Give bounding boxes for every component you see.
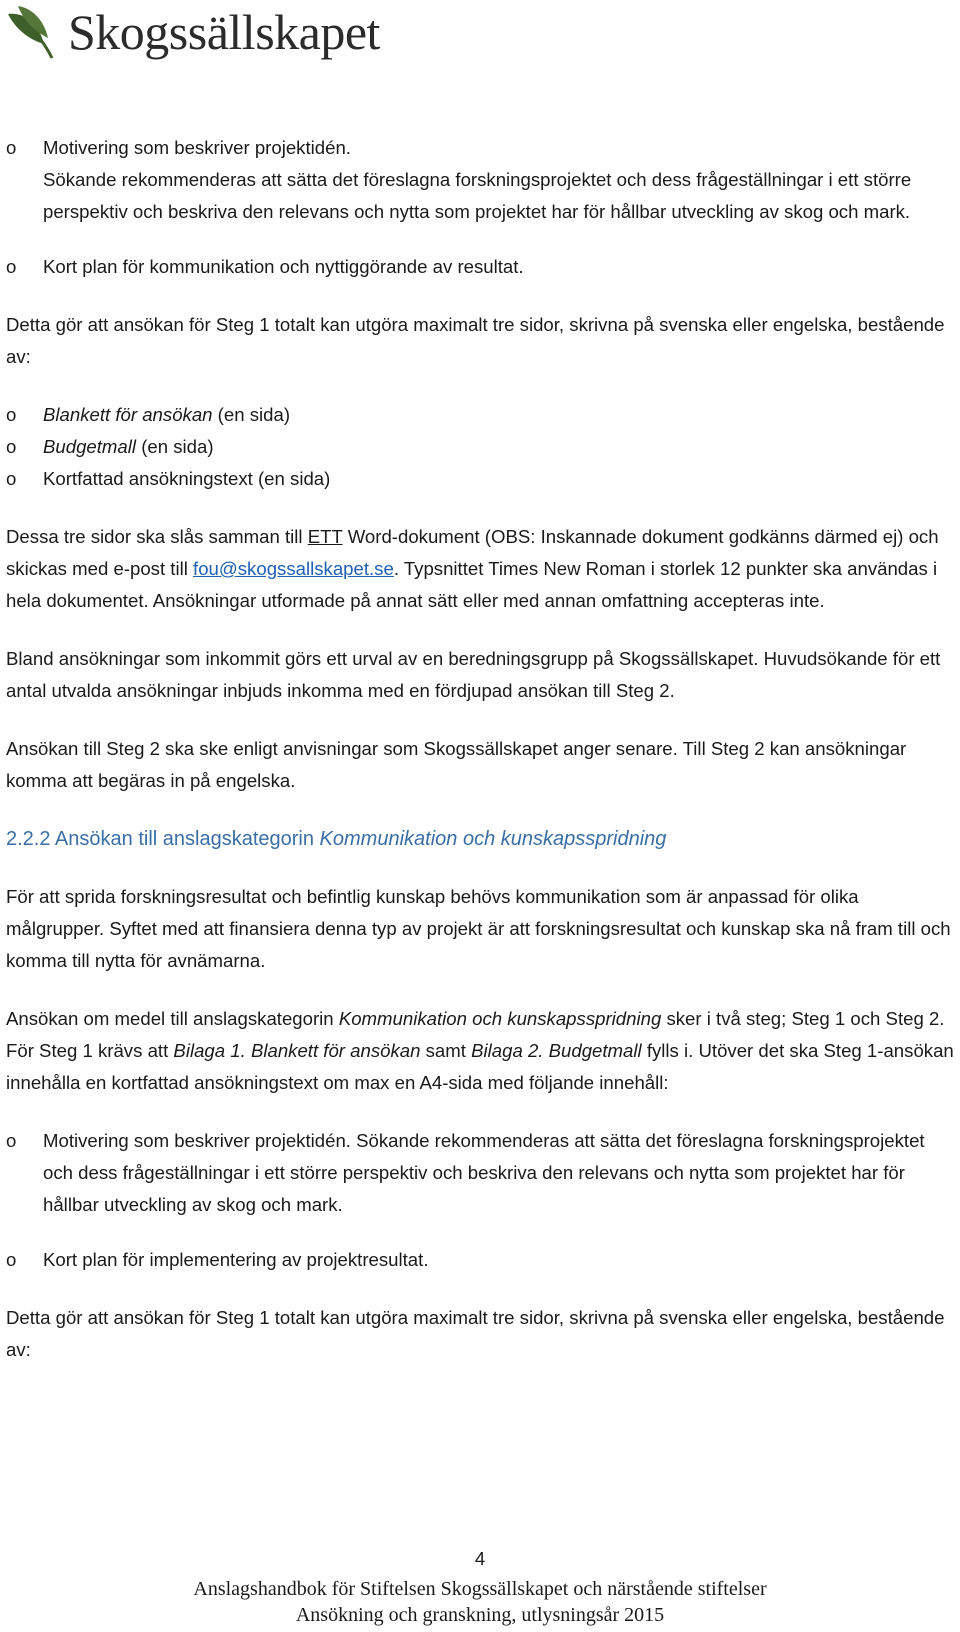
logo-wordmark: Skogssällskapet [68, 4, 380, 60]
paragraph: Bland ansökningar som inkommit görs ett urval av en beredningsgrupp på Skogssällskapet. Huvudsökande för ett antal utvalda ansökningar inbjuds inkomma med en fördjupad ansökan till Steg 2. [6, 648, 941, 701]
underlined-text: ETT [307, 526, 343, 547]
footer-line-1: Anslagshandbok för Stiftelsen Skogssällskapet och närstående stiftelser [193, 1578, 767, 1600]
paragraph: Detta gör att ansökan för Steg 1 totalt kan utgöra maximalt tre sidor, skrivna på svenska eller engelska, bestående av: [6, 1307, 945, 1360]
list-item [6, 399, 958, 431]
leaf-logo-icon [4, 4, 62, 60]
italic-text: Bilaga 1. Blankett för ansökan [173, 1040, 421, 1061]
list-item-italic: Budgetmall [43, 436, 137, 457]
text-run: sker i två steg; Steg 1 och Steg 2. För Steg 1 krävs att [6, 1008, 945, 1061]
text-run: Ansökan om medel till anslagskategorin [6, 1008, 339, 1029]
email-link[interactable]: fou@skogssallskapet.se [193, 558, 394, 579]
text-run: . Typsnittet Times New Roman i storlek 12 punkter ska användas i hela dokumentet. Ansökningar utformade på annat sätt eller med annan omfattning accepteras inte. [6, 558, 938, 611]
bullet-marker: o [6, 1249, 17, 1270]
page-number: 4 [474, 1548, 486, 1569]
list-item [6, 463, 958, 495]
list-item [6, 431, 958, 463]
paragraph: Detta gör att ansökan för Steg 1 totalt kan utgöra maximalt tre sidor, skrivna på svenska eller engelska, bestående av: [6, 314, 945, 367]
list-item-text: Motivering som beskriver projektidén. Sökande rekommenderas att sätta det föreslagna forskningsprojektet och dess frågeställningar i ett större perspektiv och beskriva den relevans och nytta som projektet har för hållbar utveckling av skog och mark. [43, 1130, 925, 1215]
paragraph [6, 521, 958, 617]
document-body [6, 132, 958, 1366]
italic-text: Kommunikation och kunskapsspridning [338, 1008, 662, 1029]
text-run: Dessa tre sidor ska slås samman till [6, 526, 308, 547]
list-item-text: Kortfattad ansökningstext (en sida) [43, 468, 331, 489]
list-item-text: Motivering som beskriver projektidén. [43, 137, 351, 158]
text-run: fylls i. Utöver det ska Steg 1-ansökan innehålla en kortfattad ansökningstext om max en A4-sida med följande innehåll: [6, 1040, 954, 1093]
list-item-italic: Blankett för ansökan [43, 404, 213, 425]
paragraph: Ansökan till Steg 2 ska ske enligt anvisningar som Skogssällskapet anger senare. Till Steg 2 kan ansökningar komma att begäras in på engelska. [6, 738, 907, 791]
heading-italic: Kommunikation och kunskapsspridning [319, 828, 667, 850]
text-run: Word-dokument (OBS: Inskannade dokument godkänns därmed ej) och skickas med e-post till [6, 526, 939, 579]
list-item [6, 1244, 958, 1276]
logo [4, 0, 380, 64]
list-item-text: Kort plan för kommunikation och nyttiggörande av resultat. [43, 256, 524, 277]
bullet-marker: o [6, 468, 17, 489]
footer-line-2: Ansökning och granskning, utlysningsår 2015 [295, 1604, 665, 1626]
bullet-marker: o [6, 404, 17, 425]
bullet-marker: o [6, 256, 17, 277]
paragraph: För att sprida forskningsresultat och befintlig kunskap behövs kommunikation som är anpassad för olika målgrupper. Syftet med att finansiera denna typ av projekt är att forskningsresultat och kunskap ska nå fram till och komma till nytta för avnämarna. [6, 886, 951, 971]
bullet-marker: o [6, 137, 17, 158]
heading-text: 2.2.2 Ansökan till anslagskategorin [6, 828, 320, 850]
italic-text: Bilaga 2. Budgetmall [471, 1040, 642, 1061]
list-item-continuation: Sökande rekommenderas att sätta det föreslagna forskningsprojektet och dess frågeställningar i ett större perspektiv och beskriva den relevans och nytta som projektet har för hållbar utveckling av skog och mark. [43, 169, 912, 222]
text-run: samt [420, 1040, 472, 1061]
list-item [6, 132, 958, 164]
bullet-marker: o [6, 1130, 17, 1151]
section-heading [6, 823, 958, 855]
list-item-text: Kort plan för implementering av projektresultat. [43, 1249, 429, 1270]
list-item-text: (en sida) [212, 404, 291, 425]
paragraph [6, 1003, 958, 1099]
bullet-marker: o [6, 436, 17, 457]
list-item [6, 1125, 958, 1221]
list-item [6, 251, 958, 283]
list-item-text: (en sida) [136, 436, 214, 457]
